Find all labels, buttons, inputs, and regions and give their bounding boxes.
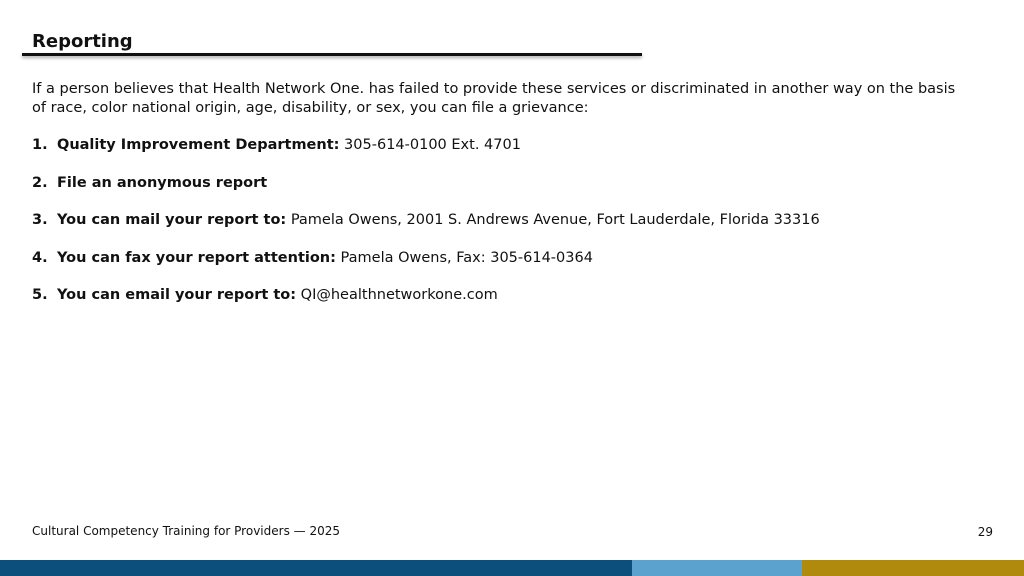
- item-label: File an anonymous report: [57, 174, 268, 191]
- intro-paragraph: If a person believes that Health Network One. has failed to provide these services or discriminated in another way on the basis of race, color national origin, age, disability, or sex, you can file a grievance:: [32, 81, 956, 116]
- title-underline: [22, 53, 642, 56]
- footer-text: Cultural Competency Training for Providers — 2025: [32, 524, 340, 538]
- item-text: Pamela Owens, 2001 S. Andrews Avenue, Fort Lauderdale, Florida 33316: [286, 212, 820, 228]
- list-item: [32, 286, 972, 305]
- item-label: Quality Improvement Department:: [57, 137, 340, 153]
- item-number: 4.: [32, 249, 48, 266]
- item-text: QI@healthnetworkone.com: [296, 287, 498, 303]
- item-label: You can email your report to:: [57, 287, 297, 303]
- item-text: Pamela Owens, Fax: 305-614-0364: [335, 249, 593, 266]
- footer-band-gold: [802, 560, 1024, 576]
- item-label: You can fax your report attention:: [57, 249, 336, 266]
- slide-body: [32, 80, 972, 324]
- list-item: [32, 211, 972, 230]
- page-number: 29: [977, 525, 993, 539]
- item-number: 3.: [32, 212, 48, 228]
- footer-band-light-blue: [632, 560, 802, 576]
- item-number: 2.: [32, 174, 48, 191]
- grievance-list: [32, 136, 972, 305]
- slide-title: Reporting: [32, 31, 133, 52]
- item-label: You can mail your report to:: [57, 212, 287, 228]
- list-item: [32, 136, 972, 155]
- item-number: 5.: [32, 287, 48, 303]
- list-item: [32, 249, 972, 268]
- item-number: 1.: [32, 137, 48, 153]
- item-text: 305-614-0100 Ext. 4701: [339, 137, 521, 153]
- list-item: [32, 174, 972, 193]
- footer-band-dark-blue: [0, 560, 632, 576]
